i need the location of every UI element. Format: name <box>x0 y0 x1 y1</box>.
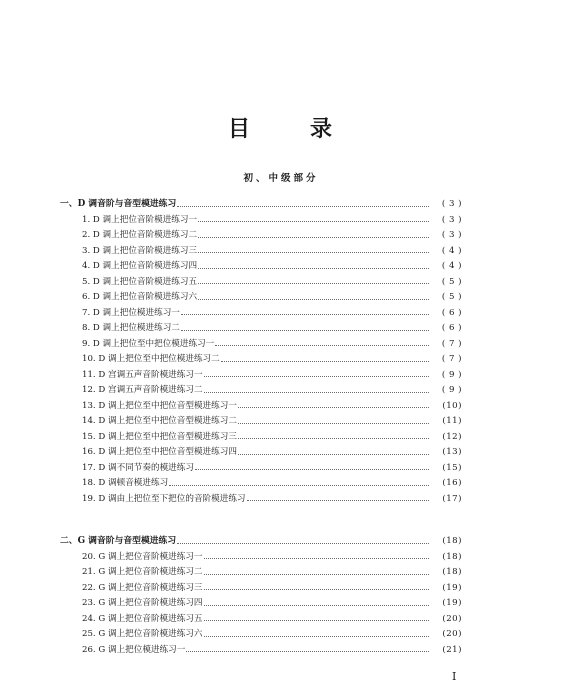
dot-leader <box>215 345 429 346</box>
toc-entry-page: ( 5 ) <box>441 292 462 302</box>
toc-entry[interactable] <box>82 399 462 413</box>
toc-entry[interactable] <box>82 643 462 657</box>
toc-entry-page: ( 7 ) <box>441 354 462 364</box>
dot-leader <box>238 423 429 424</box>
page-title <box>0 112 562 143</box>
toc-entry-label: 一、D 调音阶与音型模进练习 <box>60 199 177 209</box>
toc-entry-label: 17. D 调不同节奏的模进练习 <box>82 462 194 473</box>
dot-leader <box>177 543 429 544</box>
toc-entry-page: ( 9 ) <box>441 385 462 395</box>
toc-entry-label: 11. D 宫调五声音阶模进练习一 <box>82 369 203 380</box>
toc-entry-label: 10. D 调上把位至中把位模进练习二 <box>82 354 220 364</box>
toc-entry-label: 23. G 调上把位音阶模进练习四 <box>82 598 203 608</box>
dot-leader <box>181 330 429 331</box>
toc-entry-page: (21) <box>442 644 462 655</box>
page-title-right: 录 <box>310 116 335 142</box>
toc-entry-label: 5. D 调上把位音阶模进练习五 <box>82 276 198 287</box>
toc-entry[interactable] <box>82 492 462 506</box>
toc-entry[interactable] <box>82 259 462 273</box>
toc-entry-label: 12. D 宫调五声音阶模进练习二 <box>82 385 203 395</box>
toc-entry-page: ( 3 ) <box>441 214 462 225</box>
toc-entry-page: (17) <box>442 493 462 504</box>
dot-leader <box>177 206 429 207</box>
dot-leader <box>238 438 429 439</box>
section-heading: 初、中级部分 <box>243 173 319 184</box>
dot-leader <box>247 500 429 501</box>
toc-entry-page: ( 4 ) <box>441 261 462 271</box>
toc-entry-label: 25. G 调上把位音阶模进练习六 <box>82 629 203 639</box>
toc-entry[interactable] <box>82 565 462 579</box>
dot-leader <box>198 268 429 269</box>
toc-entry-label: 22. G 调上把位音阶模进练习三 <box>82 582 203 593</box>
dot-leader <box>204 558 429 559</box>
dot-leader <box>198 221 429 222</box>
toc-entry[interactable] <box>82 476 462 490</box>
toc-entry-page: (12) <box>442 431 462 442</box>
toc-entry[interactable] <box>82 612 462 626</box>
toc-entry[interactable] <box>82 383 462 397</box>
toc-entry-label: 7. D 调上把位模进练习一 <box>82 307 180 318</box>
dot-leader <box>204 574 429 575</box>
toc-entry-label: 9. D 调上把位至中把位模进练习一 <box>82 338 215 349</box>
dot-leader <box>169 485 429 486</box>
page-title-left: 目 <box>227 116 252 142</box>
toc-entry-label: 6. D 调上把位音阶模进练习六 <box>82 292 198 302</box>
dot-leader <box>186 651 429 652</box>
toc-entry[interactable] <box>82 321 462 335</box>
dot-leader <box>221 361 429 362</box>
dot-leader <box>195 469 429 470</box>
toc-entry-page: (19) <box>442 582 462 593</box>
toc-entry-label: 15. D 调上把位至中把位音型模进练习三 <box>82 431 237 442</box>
toc-entry[interactable] <box>82 596 462 610</box>
toc-entry-page: ( 3 ) <box>441 230 462 240</box>
toc-entry-page: ( 9 ) <box>441 369 462 380</box>
toc-entry-label: 19. D 调由上把位至下把位的音阶模进练习 <box>82 493 246 504</box>
toc-entry[interactable] <box>82 550 462 564</box>
dot-leader <box>198 252 429 253</box>
toc-entry-label: 20. G 调上把位音阶模进练习一 <box>82 551 203 562</box>
toc-entry-page: ( 6 ) <box>441 307 462 318</box>
toc-entry-page: ( 7 ) <box>441 338 462 349</box>
toc-entry[interactable] <box>82 306 462 320</box>
toc-entry[interactable] <box>82 275 462 289</box>
toc-entry[interactable] <box>82 627 462 641</box>
toc-entry-page: ( 4 ) <box>441 245 462 256</box>
toc-entry[interactable] <box>82 290 462 304</box>
toc-entry-label: 24. G 调上把位音阶模进练习五 <box>82 613 203 624</box>
toc-entry-page: ( 6 ) <box>441 323 462 333</box>
dot-leader <box>204 376 429 377</box>
toc-entry-page: (11) <box>442 416 462 426</box>
toc-entry-label: 1. D 调上把位音阶模进练习一 <box>82 214 198 225</box>
toc-entry-page: ( 3 ) <box>441 199 462 209</box>
toc-entry[interactable] <box>82 228 462 242</box>
toc-entry[interactable] <box>82 368 462 382</box>
dot-leader <box>204 636 429 637</box>
dot-leader <box>204 392 429 393</box>
toc-entry-page: ( 5 ) <box>441 276 462 287</box>
toc-entry[interactable] <box>82 461 462 475</box>
toc-entry[interactable] <box>82 414 462 428</box>
toc-entry-label: 8. D 调上把位模进练习二 <box>82 323 180 333</box>
toc-entry-label: 18. D 调顿音模进练习 <box>82 478 169 488</box>
toc-section-heading[interactable] <box>60 534 462 548</box>
dot-leader <box>204 620 429 621</box>
dot-leader <box>204 589 429 590</box>
toc-entry[interactable] <box>82 337 462 351</box>
toc-entry[interactable] <box>82 213 462 227</box>
toc-entry-page: (20) <box>442 629 462 639</box>
toc-entry-page: (19) <box>442 598 462 608</box>
dot-leader <box>238 454 429 455</box>
toc-entry-label: 14. D 调上把位至中把位音型模进练习二 <box>82 416 237 426</box>
toc-entry-label: 4. D 调上把位音阶模进练习四 <box>82 261 198 271</box>
toc-entry[interactable] <box>82 445 462 459</box>
toc-entry-page: (18) <box>442 536 462 546</box>
toc-entry-label: 2. D 调上把位音阶模进练习二 <box>82 230 198 240</box>
toc-entry-label: 26. G 调上把位模进练习一 <box>82 644 186 655</box>
dot-leader <box>238 407 429 408</box>
dot-leader <box>198 283 429 284</box>
toc-section-heading[interactable] <box>60 197 462 211</box>
toc-entry[interactable] <box>82 430 462 444</box>
toc-entry-page: (10) <box>442 400 462 411</box>
toc-entry-page: (15) <box>442 462 462 473</box>
dot-leader <box>204 605 429 606</box>
toc-entry[interactable] <box>82 244 462 258</box>
toc-entry-label: 13. D 调上把位至中把位音型模进练习一 <box>82 400 237 411</box>
toc-entry-label: 21. G 调上把位音阶模进练习二 <box>82 567 203 577</box>
toc-entry[interactable] <box>82 581 462 595</box>
toc-entry[interactable] <box>82 352 462 366</box>
toc-entry-label: 3. D 调上把位音阶模进练习三 <box>82 245 198 256</box>
toc-entry-page: (16) <box>442 478 462 488</box>
toc-entry-page: (18) <box>442 551 462 562</box>
toc-entry-label: 二、G 调音阶与音型模进练习 <box>60 536 177 546</box>
toc-entry-page: (18) <box>442 567 462 577</box>
dot-leader <box>198 299 429 300</box>
toc-entry-page: (13) <box>442 447 462 457</box>
dot-leader <box>198 237 429 238</box>
toc-entry-label: 16. D 调上把位至中把位音型模进练习四 <box>82 447 237 457</box>
dot-leader <box>181 314 429 315</box>
page-folio: I <box>452 670 457 683</box>
toc-entry-page: (20) <box>442 613 462 624</box>
